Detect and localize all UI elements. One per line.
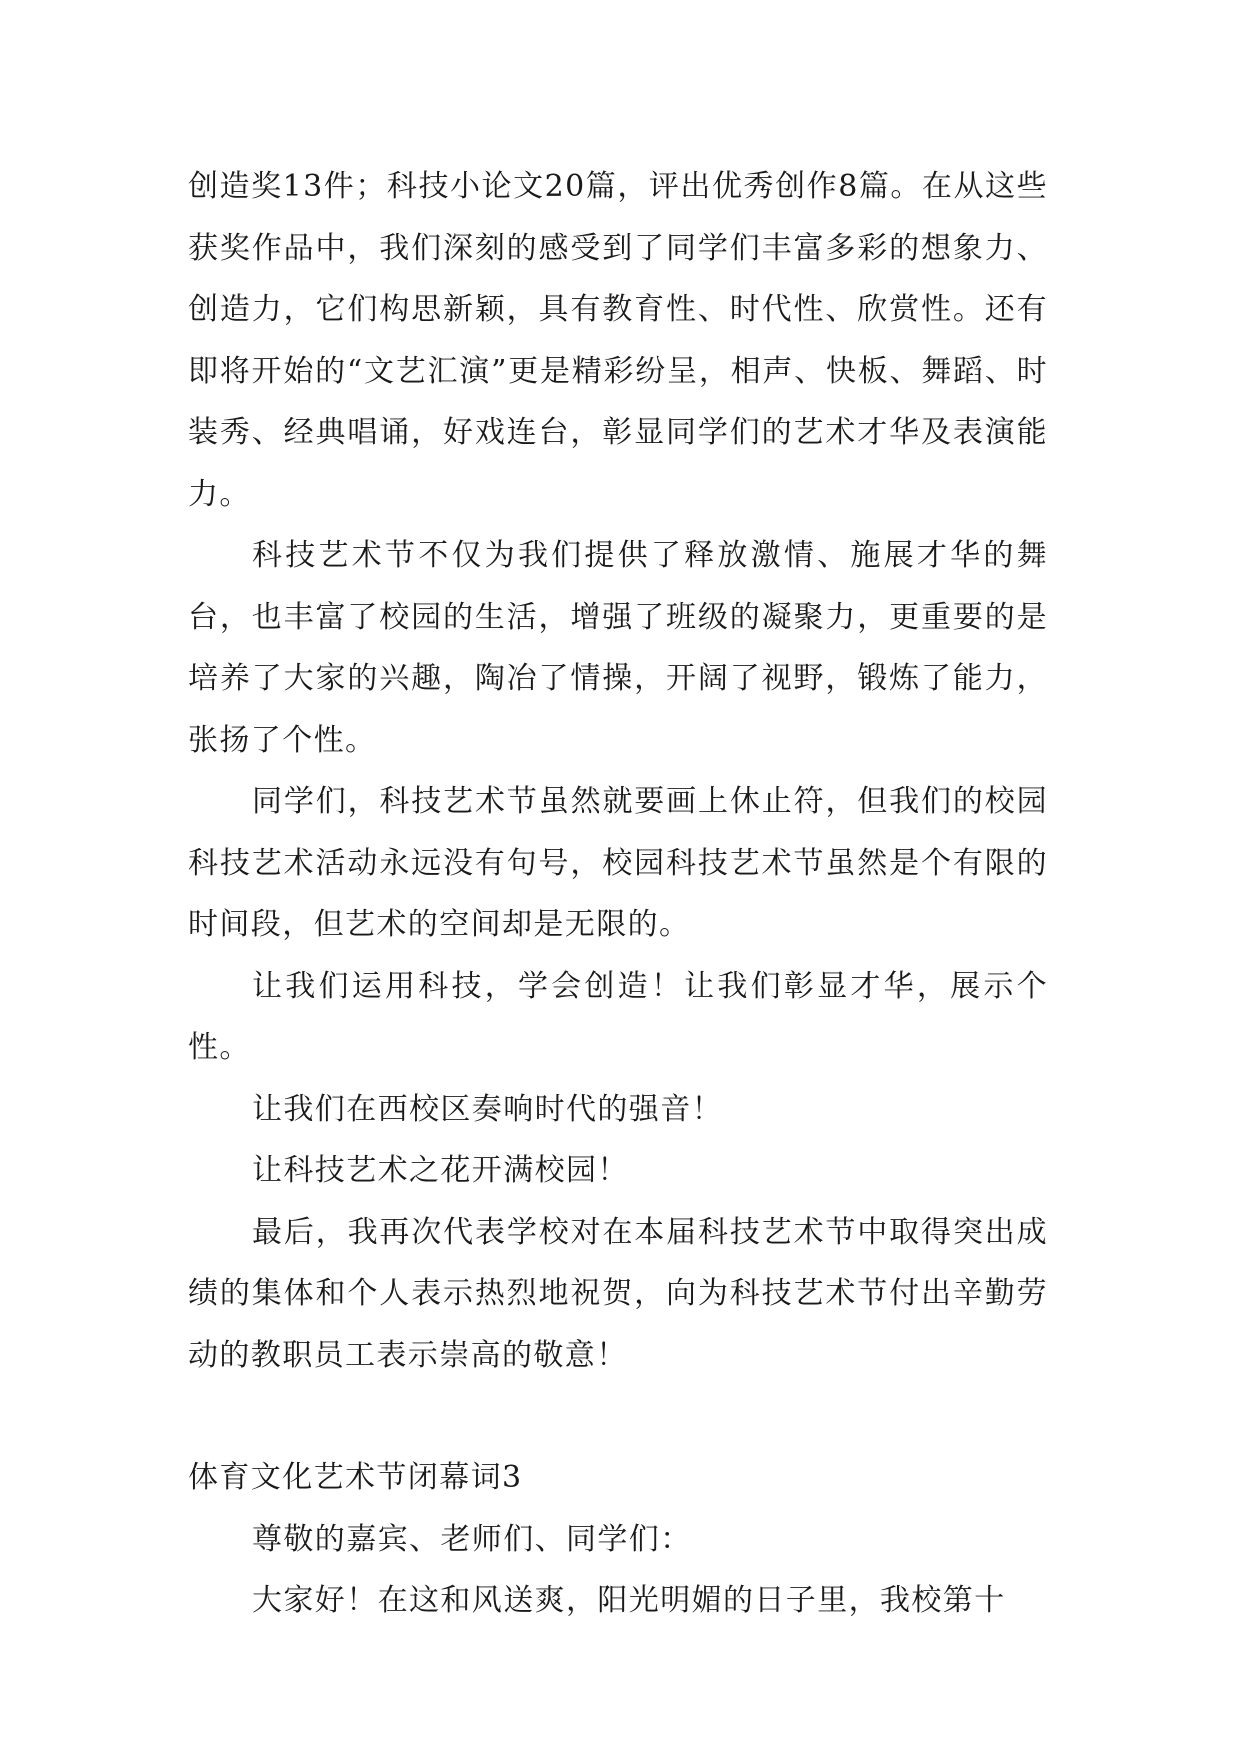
paragraph-slogan-flowers: 让科技艺术之花开满校园！ bbox=[252, 1153, 629, 1188]
section-title: 体育文化艺术节闭幕词3 bbox=[188, 1460, 523, 1495]
paragraph-students-address: 同学们，科技艺术节虽然就要画上休止符，但我们的校园科技艺术活动永远没有句号，校园科技艺术节虽然是个有限的时间段，但艺术的空间却是无限的。 bbox=[188, 784, 1048, 942]
paragraph-salutation: 尊敬的嘉宾、老师们、同学们： bbox=[252, 1521, 692, 1557]
paragraph-slogan-technology: 让我们运用科技，学会创造！让我们彰显才华，展示个性。 bbox=[188, 968, 1048, 1065]
paragraph-festival-benefits: 科技艺术节不仅为我们提供了释放激情、施展才华的舞台，也丰富了校园的生活，增强了班级的凝聚力，更重要的是培养了大家的兴趣，陶冶了情操，开阔了视野，锻炼了能力，张扬了个性。 bbox=[188, 538, 1048, 758]
paragraph-greeting: 大家好！在这和风送爽，阳光明媚的日子里，我校第十 bbox=[252, 1583, 1006, 1618]
paragraph-awards: 创造奖13件；科技小论文20篇，评出优秀创作8篇。在从这些获奖作品中，我们深刻的感受到了同学们丰富多彩的想象力、创造力，它们构思新颖，具有教育性、时代性、欣赏性。还有即将开始的“文艺汇演”更是精彩纷呈，相声、快板、舞蹈、时装秀、经典唱诵，好戏连台，彰显同学们的艺术才华及表演能力。 bbox=[188, 169, 1048, 512]
paragraph-closing-thanks: 最后，我再次代表学校对在本届科技艺术节中取得突出成绩的集体和个人表示热烈地祝贺，向为科技艺术节付出辛勤劳动的教职员工表示崇高的敬意！ bbox=[188, 1214, 1048, 1373]
paragraph-slogan-west-campus: 让我们在西校区奏响时代的强音！ bbox=[252, 1091, 723, 1127]
document-body bbox=[188, 156, 1048, 1632]
